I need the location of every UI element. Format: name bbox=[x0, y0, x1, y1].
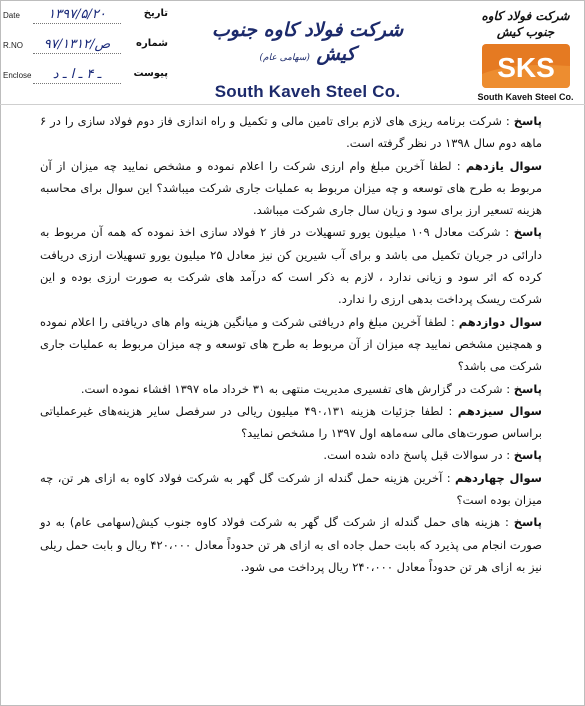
paragraph-label: پاسخ bbox=[513, 448, 542, 463]
header-divider bbox=[0, 104, 585, 105]
letter-body bbox=[40, 110, 542, 578]
date-label-en: Date bbox=[3, 11, 20, 20]
paragraph bbox=[40, 155, 542, 222]
paragraph-label: پاسخ bbox=[513, 515, 542, 530]
paragraph bbox=[40, 378, 542, 400]
date-label-fa: تاریخ bbox=[143, 8, 168, 19]
enclosure-label-en: Enclose bbox=[3, 71, 32, 80]
paragraph-label: سوال چهاردهم bbox=[455, 470, 542, 485]
number-label-en: R.NO bbox=[3, 41, 23, 50]
paragraph-text: : آخرین هزینه حمل گندله از شرکت گل گهر به شرکت فولاد کاوه به ازای هر تن، چه میزان بوده است؟ bbox=[40, 470, 542, 508]
company-type-fa: (سهامی عام) bbox=[259, 53, 310, 63]
sks-logo-icon bbox=[482, 44, 570, 88]
enclosure-label-fa: پیوست bbox=[133, 68, 168, 79]
enclosure-field bbox=[3, 66, 168, 86]
paragraph-text: : شرکت معادل ۱۰۹ میلیون یورو تسهیلات در فاز ۲ فولاد سازی اخذ نموده که همه آن مربوط به دارائی در جریان تکمیل می باشد و برای آب شیرین کن نیز معادل ۲۵ میلیون یورو تسهیلات ارزی دریافت کرده که اثر سود و زیانی ندارد ، لازم به ذکر است که درآمد های شرکت به صورت ارزی بوده و این شرکت ریسک پرداخت بدهی ارزی را ندارد. bbox=[40, 225, 543, 307]
number-label-fa: شماره bbox=[136, 38, 168, 49]
paragraph-text: : شرکت برنامه ریزی های لازم برای تامین مالی و تکمیل و راه اندازی فاز دوم فولاد سازی را در ۶ ماهه دوم سال ۱۳۹۸ در نظر گرفته است. bbox=[40, 114, 542, 151]
number-field bbox=[3, 36, 168, 56]
paragraph-text: : لطفا آخرین مبلغ وام ارزی شرکت را اعلام نموده و مشخص نمایید چه میزان از آن مربوط به طرح های توسعه و چه میزان مربوط به عملیات جاری شرکت میباشد؟ این سوال برای محاسبه هزینه تسعیر ارز برای سود و زیان سال جاری شرکت میباشد. bbox=[40, 158, 542, 218]
paragraph-label: پاسخ bbox=[513, 225, 542, 240]
paragraph-text: : شرکت در گزارش های تفسیری مدیریت منتهی به ۳۱ خرداد ماه ۱۳۹۷ افشاء نموده است. bbox=[80, 381, 514, 396]
logo-name-en: South Kaveh Steel Co. bbox=[477, 92, 574, 102]
paragraph-label: پاسخ bbox=[513, 114, 542, 128]
paragraph-text: : لطفا آخرین مبلغ وام دریافتی شرکت و میانگین هزینه وام های دریافتی را اعلام نموده و همچنین مشخص نمایید چه میزان از آن مربوط به طرح های توسعه و چه میزان مربوط به عملیات جاری شرکت می باشد؟ bbox=[40, 314, 542, 374]
paragraph bbox=[40, 444, 542, 466]
paragraph-label: سوال یازدهم bbox=[465, 158, 543, 173]
paragraph-text: : در سوالات قبل پاسخ داده شده است. bbox=[323, 448, 514, 463]
paragraph-label: سوال دوازدهم bbox=[458, 314, 542, 329]
letterhead bbox=[0, 0, 585, 105]
date-field bbox=[3, 6, 168, 26]
paragraph bbox=[40, 400, 542, 445]
logo-name-fa: شرکت فولاد کاوه جنوب کیش bbox=[481, 9, 570, 39]
paragraph bbox=[40, 467, 542, 512]
company-name-block bbox=[200, 4, 415, 101]
number-value: ۹۷/ص/۱۳۱۲ bbox=[33, 37, 121, 54]
paragraph-label: سوال سیزدهم bbox=[457, 403, 542, 418]
date-value: ۱۳۹۷/۵/۲۰ bbox=[33, 7, 121, 24]
company-name-fa bbox=[200, 18, 415, 70]
paragraph bbox=[40, 221, 542, 310]
paragraph-text: : لطفا جزئیات هزینه ۴۹۰،۱۳۱ میلیون ریالی در سرفصل سایر هزینه‌های غیرعملیاتی براساس صورت‌های مالی سه‌ماهه اول ۱۳۹۷ را مشخص نمایید؟ bbox=[40, 403, 542, 441]
company-name-fa-text: شرکت فولاد کاوه جنوب کیش bbox=[211, 19, 404, 65]
paragraph bbox=[40, 110, 542, 155]
company-logo bbox=[468, 6, 583, 101]
paragraph bbox=[40, 311, 542, 378]
paragraph-label: پاسخ bbox=[513, 381, 542, 396]
sks-logo-text: SKS bbox=[496, 52, 555, 83]
company-name-en: South Kaveh Steel Co. bbox=[214, 82, 401, 101]
paragraph bbox=[40, 511, 542, 578]
paragraph-text: : هزینه های حمل گندله از شرکت گل گهر به شرکت فولاد کاوه جنوب کیش(سهامی عام) به دو صورت انجام می پذیرد که بابت حمل جاده ای به ازای هر تن حدوداً معادل ۴۲۰،۰۰۰ ریال و بابت حمل ریلی نیز به ازای هر تن حدوداً معادل ۲۴۰،۰۰۰ ریال پرداخت می شود. bbox=[40, 515, 542, 574]
enclosure-value: ـ ۴ ـ ا ـ د bbox=[33, 67, 121, 84]
